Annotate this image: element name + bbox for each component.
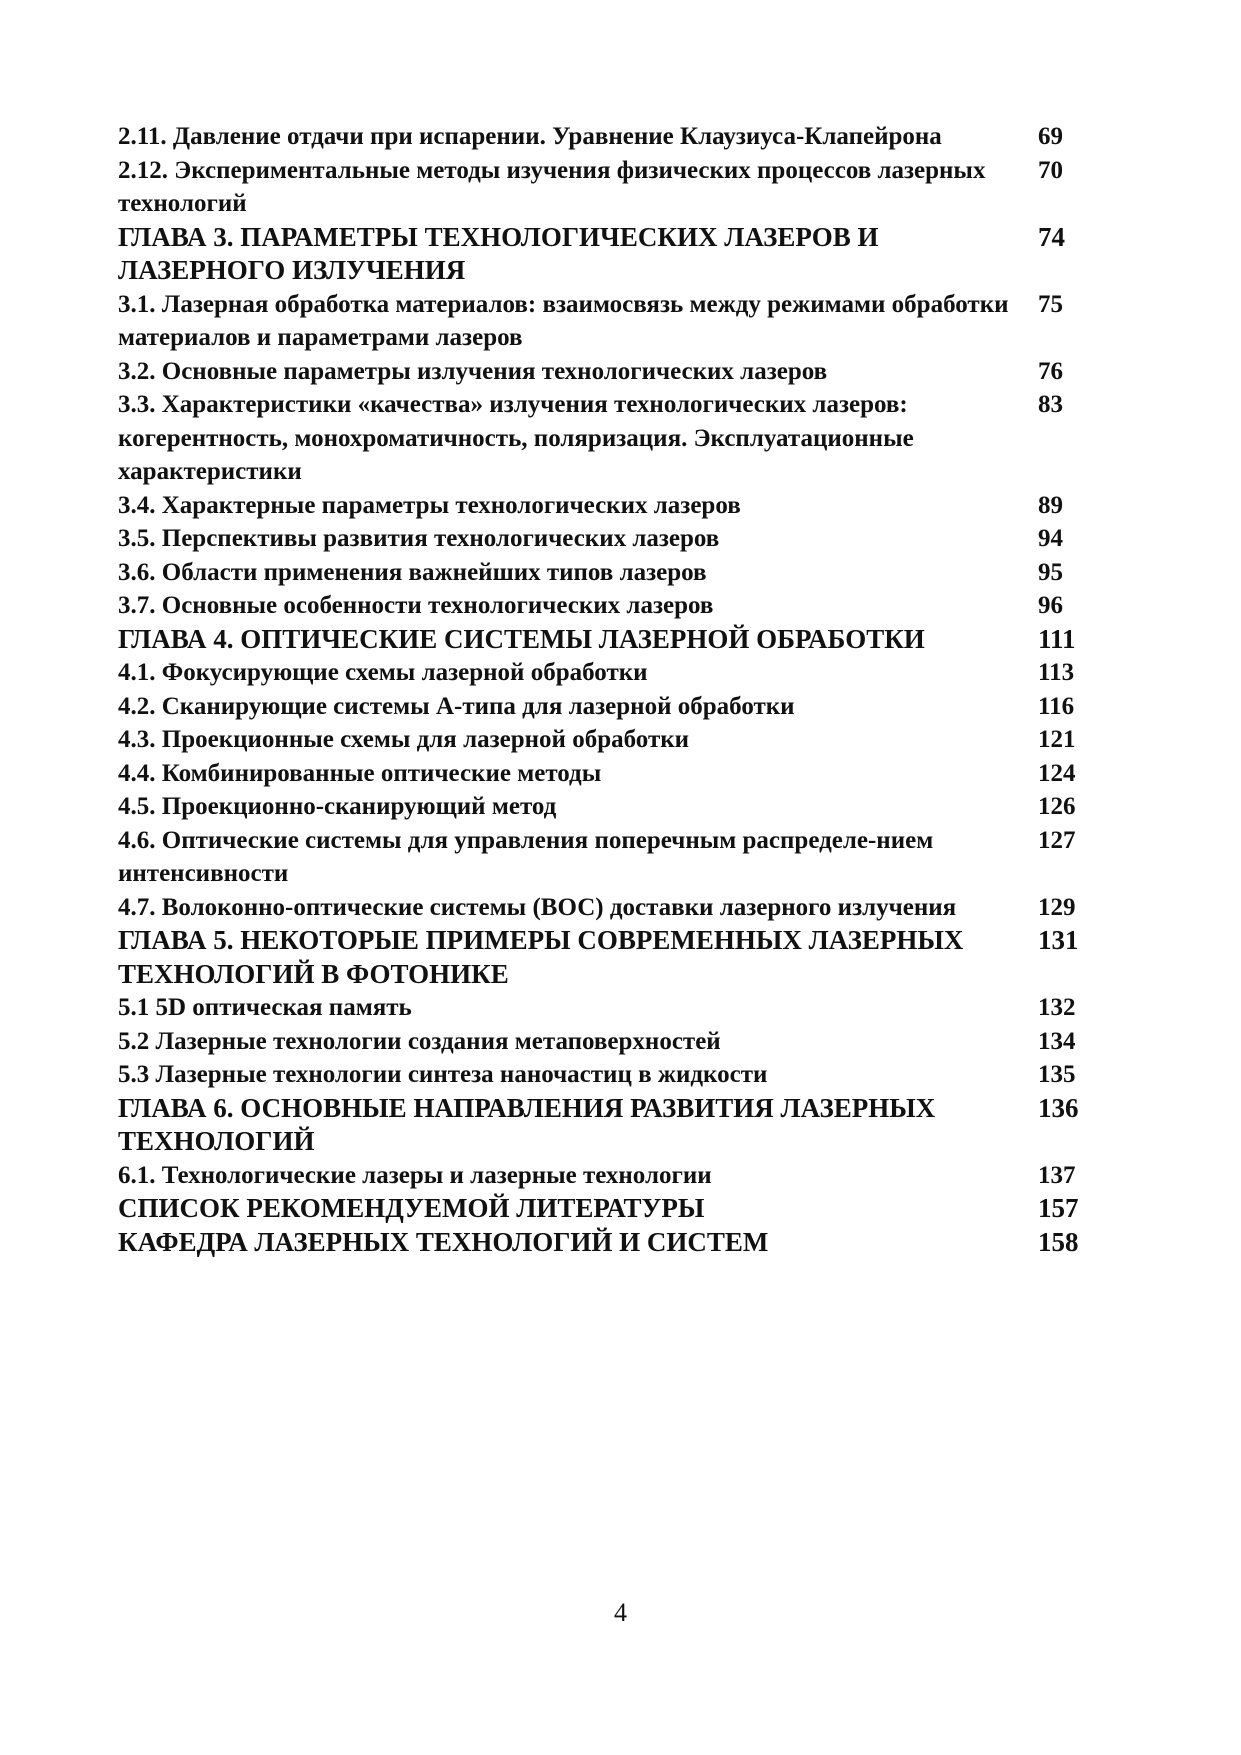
toc-entry-title: ГЛАВА 4. ОПТИЧЕСКИЕ СИСТЕМЫ ЛАЗЕРНОЙ ОБРАБОТКИ bbox=[118, 623, 925, 654]
toc-entry-title: 3.5. Перспективы развития технологических лазеров bbox=[118, 525, 720, 552]
toc-entry-title: КАФЕДРА ЛАЗЕРНЫХ ТЕХНОЛОГИЙ И СИСТЕМ bbox=[118, 1226, 769, 1257]
toc-entry-page-number: 69 bbox=[1038, 123, 1063, 150]
toc-entry-title: СПИСОК РЕКОМЕНДУЕМОЙ ЛИТЕРАТУРЫ bbox=[118, 1193, 705, 1223]
toc-entry-page-number: 96 bbox=[1038, 592, 1063, 619]
toc-entry-title: 4.6. Оптические системы для управления поперечным распределе-нием интенсивности bbox=[118, 826, 934, 887]
toc-entry-page-number: 75 bbox=[1038, 290, 1063, 318]
toc-entry-title: 2.12. Экспериментальные методы изучения физических процессов лазерных технологий bbox=[118, 156, 986, 217]
page-number: 4 bbox=[614, 1598, 627, 1627]
toc-chapter-entry bbox=[118, 623, 1128, 657]
toc-entry-page-number: 121 bbox=[1038, 726, 1076, 753]
toc-section-entry bbox=[118, 656, 1128, 690]
toc-entry-title: ГЛАВА 6. ОСНОВНЫЕ НАПРАВЛЕНИЯ РАЗВИТИЯ ЛАЗЕРНЫХ ТЕХНОЛОГИЙ bbox=[118, 1092, 936, 1156]
toc-entry-title: 3.6. Области применения важнейших типов лазеров bbox=[118, 558, 707, 586]
toc-entry-page-number: 70 bbox=[1038, 156, 1063, 184]
toc-entry-page-number: 89 bbox=[1038, 491, 1063, 519]
toc-section-entry bbox=[118, 690, 1128, 724]
toc-section-entry bbox=[118, 1159, 1128, 1193]
toc-entry-title: 3.7. Основные особенности технологических лазеров bbox=[118, 592, 714, 619]
toc-section-entry bbox=[118, 757, 1128, 791]
toc-entry-title: 5.3 Лазерные технологии синтеза наночастиц в жидкости bbox=[118, 1061, 768, 1088]
toc-entry-title: ГЛАВА 5. НЕКОТОРЫЕ ПРИМЕРЫ СОВРЕМЕННЫХ ЛАЗЕРНЫХ ТЕХНОЛОГИЙ В ФОТОНИКЕ bbox=[118, 925, 964, 989]
toc-chapter-entry bbox=[118, 1192, 1128, 1226]
toc-entry-page-number: 134 bbox=[1038, 1027, 1076, 1055]
toc-entry-title: 5.1 5D оптическая память bbox=[118, 994, 412, 1021]
toc-entry-title: 3.2. Основные параметры излучения технологических лазеров bbox=[118, 357, 828, 385]
toc-entry-page-number: 132 bbox=[1038, 994, 1076, 1021]
toc-entry-page-number: 116 bbox=[1038, 692, 1075, 720]
toc-entry-title: 3.4. Характерные параметры технологических лазеров bbox=[118, 491, 741, 519]
toc-entry-title: 4.2. Сканирующие системы А-типа для лазерной обработки bbox=[118, 692, 795, 720]
toc-section-entry bbox=[118, 991, 1128, 1025]
toc-section-entry bbox=[118, 891, 1128, 925]
toc-section-entry bbox=[118, 355, 1128, 389]
toc-entry-page-number: 126 bbox=[1038, 793, 1076, 820]
toc-section-entry bbox=[118, 120, 1128, 154]
toc-entry-page-number: 124 bbox=[1038, 759, 1076, 787]
toc-entry-title: 4.5. Проекционно-сканирующий метод bbox=[118, 793, 557, 820]
toc-chapter-entry bbox=[118, 924, 1128, 991]
toc-section-entry bbox=[118, 556, 1128, 590]
toc-entry-page-number: 136 bbox=[1038, 1092, 1079, 1123]
toc-entry-page-number: 113 bbox=[1038, 659, 1075, 686]
toc-entry-title: 4.1. Фокусирующие схемы лазерной обработки bbox=[118, 659, 648, 686]
toc-entry-title: 6.1. Технологические лазеры и лазерные технологии bbox=[118, 1161, 712, 1189]
toc-entry-page-number: 111 bbox=[1038, 623, 1076, 654]
toc-entry-title: 3.3. Характеристики «качества» излучения технологических лазеров: когерентность, монохроматичность, поляризация. Эксплуатационные характеристики bbox=[118, 391, 914, 485]
toc-section-entry bbox=[118, 154, 1128, 221]
toc-section-entry bbox=[118, 388, 1128, 489]
toc-chapter-entry bbox=[118, 221, 1128, 288]
toc-entry-title: 5.2 Лазерные технологии создания метаповерхностей bbox=[118, 1027, 721, 1055]
toc-entry-page-number: 158 bbox=[1038, 1226, 1079, 1257]
toc-entry-title: 4.3. Проекционные схемы для лазерной обработки bbox=[118, 726, 690, 753]
toc-entry-page-number: 131 bbox=[1038, 925, 1079, 955]
toc-section-entry bbox=[118, 1025, 1128, 1059]
toc-entry-title: 4.7. Волоконно-оптические системы (ВОС) доставки лазерного излучения bbox=[118, 893, 957, 921]
toc-section-entry bbox=[118, 522, 1128, 556]
toc-entry-page-number: 135 bbox=[1038, 1061, 1076, 1088]
toc-section-entry bbox=[118, 824, 1128, 891]
toc-section-entry bbox=[118, 790, 1128, 824]
toc-section-entry bbox=[118, 489, 1128, 523]
toc-entry-page-number: 95 bbox=[1038, 558, 1063, 586]
toc-chapter-entry bbox=[118, 1226, 1128, 1260]
table-of-contents bbox=[118, 120, 1128, 1259]
toc-entry-page-number: 157 bbox=[1038, 1193, 1079, 1223]
toc-entry-title: 2.11. Давление отдачи при испарении. Уравнение Клаузиуса-Клапейрона bbox=[118, 123, 942, 150]
toc-section-entry bbox=[118, 1058, 1128, 1092]
toc-entry-page-number: 127 bbox=[1038, 826, 1076, 854]
toc-section-entry bbox=[118, 288, 1128, 355]
toc-entry-title: 4.4. Комбинированные оптические методы bbox=[118, 759, 602, 787]
toc-entry-page-number: 129 bbox=[1038, 893, 1076, 921]
toc-entry-page-number: 83 bbox=[1038, 391, 1063, 418]
toc-chapter-entry bbox=[118, 1092, 1128, 1159]
toc-entry-title: 3.1. Лазерная обработка материалов: взаимосвязь между режимами обработки материалов и параметрами лазеров bbox=[118, 290, 1009, 351]
toc-section-entry bbox=[118, 589, 1128, 623]
toc-entry-title: ГЛАВА 3. ПАРАМЕТРЫ ТЕХНОЛОГИЧЕСКИХ ЛАЗЕРОВ И ЛАЗЕРНОГО ИЗЛУЧЕНИЯ bbox=[118, 221, 879, 285]
toc-entry-page-number: 137 bbox=[1038, 1161, 1076, 1189]
toc-entry-page-number: 94 bbox=[1038, 525, 1063, 552]
toc-entry-page-number: 76 bbox=[1038, 357, 1063, 385]
toc-section-entry bbox=[118, 723, 1128, 757]
toc-entry-page-number: 74 bbox=[1038, 221, 1065, 252]
